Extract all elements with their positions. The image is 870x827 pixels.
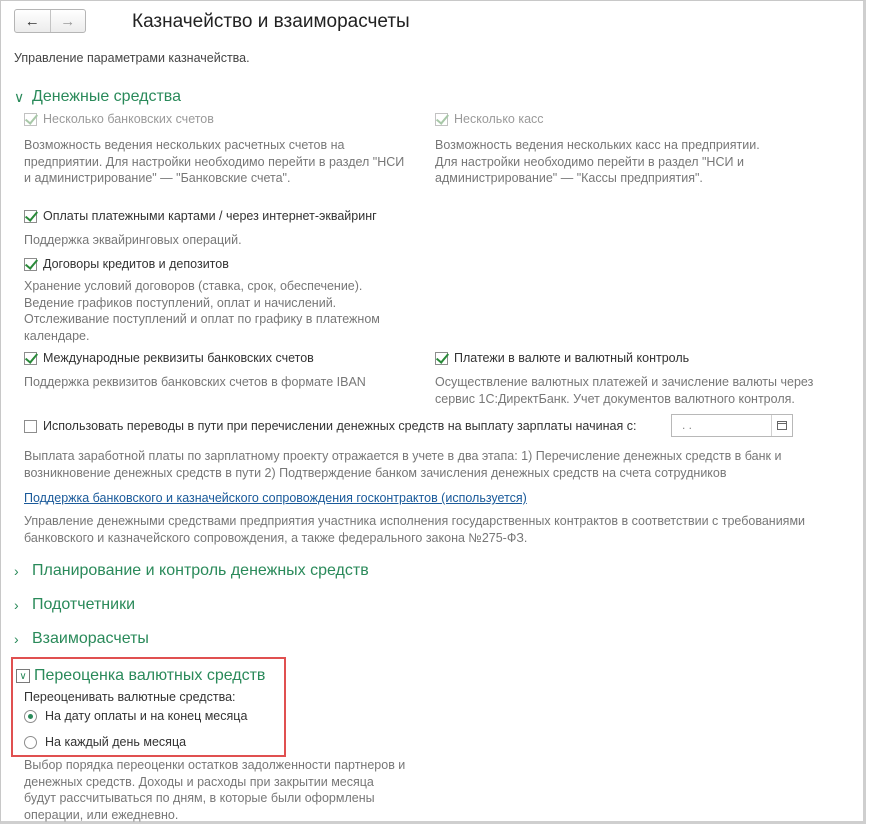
cash-desks-desc: Возможность ведения нескольких касс на предприятии. Для настройки необходимо перейти в раздел "НСИ и администрирование" — "Кассы предприятия". — [435, 138, 760, 185]
card-payments-option[interactable] — [24, 209, 377, 223]
transit-date-value[interactable]: . . — [682, 418, 693, 432]
currency-payments-checkbox[interactable] — [435, 352, 448, 365]
bank-accounts-desc: Возможность ведения нескольких расчетных счетов на предприятии. Для настройки необходимо перейти в раздел "НСИ и администрирование" — "Банковские счета". — [24, 138, 405, 185]
radio-payment-date[interactable] — [24, 710, 37, 723]
gov-contracts-link-wrap — [24, 490, 527, 505]
revaluation-option-payment-date[interactable] — [24, 709, 247, 723]
radio-every-day[interactable] — [24, 736, 37, 749]
section-money-header[interactable] — [14, 88, 181, 106]
transit-transfers-option[interactable] — [24, 419, 636, 433]
transit-transfers-checkbox[interactable] — [24, 420, 37, 433]
transit-transfers-label: Использовать переводы в пути при перечислении денежных средств на выплату зарплаты начиная с: — [43, 419, 637, 433]
credit-contracts-label: Договоры кредитов и депозитов — [43, 257, 229, 271]
chevron-right-icon: › — [14, 597, 19, 613]
section-revaluation-header[interactable] — [16, 667, 265, 685]
currency-payments-label: Платежи в валюте и валютный контроль — [454, 351, 690, 365]
bank-accounts-option[interactable] — [24, 112, 214, 126]
credit-contracts-desc: Хранение условий договоров (ставка, срок, обеспечение). Ведение графиков поступлений, оплат и начислений. Отслеживание поступлений и оплат по графику в платежном календаре. — [24, 279, 380, 343]
section-money-title: Денежные средства — [32, 88, 181, 105]
nav-buttons — [14, 9, 86, 33]
chevron-down-icon: ∨ — [14, 88, 25, 105]
arrow-right-icon: → — [60, 12, 76, 30]
card-payments-checkbox[interactable] — [24, 210, 37, 223]
cash-desks-option[interactable] — [435, 112, 544, 126]
forward-button[interactable] — [51, 10, 86, 32]
credit-contracts-checkbox[interactable] — [24, 258, 37, 271]
section-settlements-title: Взаиморасчеты — [32, 630, 149, 647]
transit-transfers-desc: Выплата заработной платы по зарплатному проекту отражается в учете в два этапа: 1) Перечисление денежных средств в банк и возникновение денежных средств в пути 2) Подтверждение банком зачисления денежных средств на счета сотрудников — [24, 449, 782, 480]
credit-contracts-option[interactable] — [24, 257, 229, 271]
radio-every-day-label: На каждый день месяца — [45, 735, 187, 749]
revaluation-option-every-day[interactable] — [24, 735, 186, 749]
back-button[interactable] — [15, 10, 51, 32]
intl-requisites-checkbox[interactable] — [24, 352, 37, 365]
cash-desks-checkbox[interactable] — [435, 113, 448, 126]
page-title: Казначейство и взаиморасчеты — [132, 11, 410, 32]
gov-contracts-desc: Управление денежными средствами предприятия участника исполнения государственных контрактов в соответствии с требованиями банковского и казначейского сопровождения, а также федерального закона №275-ФЗ. — [24, 514, 806, 545]
chevron-right-icon: › — [14, 563, 19, 579]
intl-requisites-label: Международные реквизиты банковских счетов — [43, 351, 314, 365]
section-settlements-header[interactable] — [14, 630, 149, 648]
section-planning-header[interactable] — [14, 562, 369, 580]
card-payments-label: Оплаты платежными картами / через интернет-эквайринг — [43, 209, 377, 223]
section-accountables-header[interactable] — [14, 596, 135, 614]
calendar-button[interactable] — [771, 415, 792, 436]
currency-payments-desc: Осуществление валютных платежей и зачисление валюты через сервис 1С:ДиректБанк. Учет документов валютного контроля. — [435, 375, 814, 406]
section-planning-title: Планирование и контроль денежных средств — [32, 562, 369, 579]
section-accountables-title: Подотчетники — [32, 596, 135, 613]
radio-payment-date-label: На дату оплаты и на конец месяца — [45, 709, 248, 723]
calendar-icon — [777, 421, 787, 430]
cash-desks-label: Несколько касс — [454, 112, 544, 126]
revaluation-desc: Выбор порядка переоценки остатков задолженности партнеров и денежных средств. Доходы и расходы при закрытии месяца будут рассчитываться по дням, в которые были оформлены операции, или ежедневно. — [24, 758, 406, 822]
intl-requisites-option[interactable] — [24, 351, 314, 365]
intl-requisites-desc: Поддержка реквизитов банковских счетов в формате IBAN — [24, 375, 366, 389]
chevron-right-icon: › — [14, 631, 19, 647]
transit-date-input[interactable] — [671, 414, 793, 437]
chevron-down-icon: ∨ — [16, 669, 30, 683]
page-subtitle: Управление параметрами казначейства. — [14, 51, 250, 65]
gov-contracts-link[interactable]: Поддержка банковского и казначейского сопровождения госконтрактов (используется) — [24, 491, 527, 505]
card-payments-desc: Поддержка эквайринговых операций. — [24, 233, 242, 247]
revaluation-field-label: Переоценивать валютные средства: — [24, 690, 236, 704]
bank-accounts-checkbox[interactable] — [24, 113, 37, 126]
bank-accounts-label: Несколько банковских счетов — [43, 112, 214, 126]
currency-payments-option[interactable] — [435, 351, 689, 365]
section-revaluation-title: Переоценка валютных средств — [34, 667, 266, 684]
arrow-left-icon: ← — [24, 12, 40, 30]
